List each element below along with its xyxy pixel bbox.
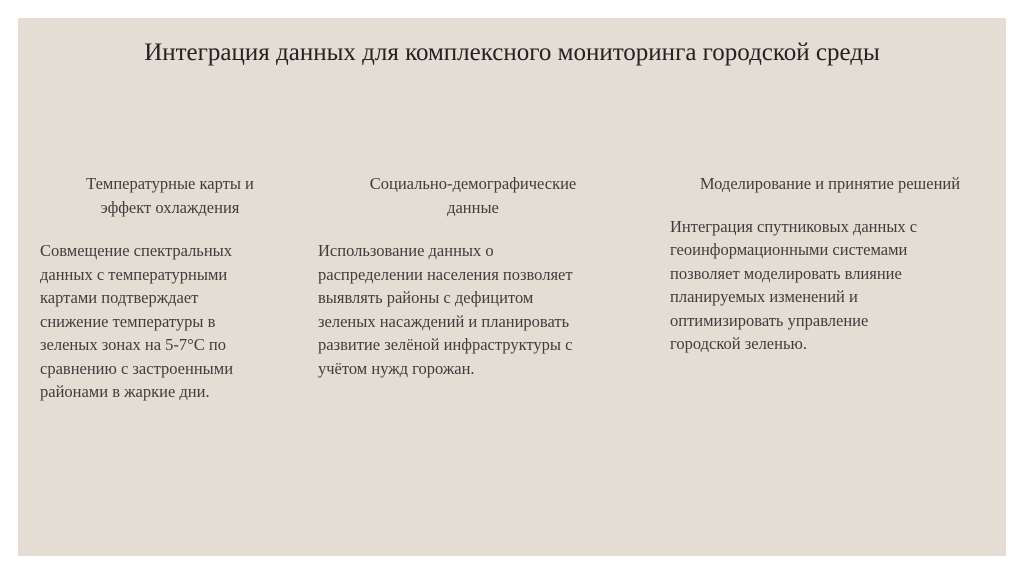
column-body: Использование данных о распределении населения позволяет выявлять районы с дефицитом зеленых насаждений и планировать развитие зелёной инфраструктуры с учётом нужд горожан. — [318, 241, 573, 378]
column-body: Интеграция спутниковых данных с геоинформационными системами позволяет моделировать влияние планируемых изменений и оптимизировать управление городской зеленью. — [670, 216, 918, 353]
column-temperature-maps — [40, 172, 300, 404]
slide-title: Интеграция данных для комплексного мониторинга городской среды — [144, 39, 880, 66]
column-heading: Моделирование и принятие решений — [699, 174, 961, 193]
column-heading: Температурные карты и эффект охлаждения — [86, 174, 254, 217]
slide — [18, 18, 1006, 556]
column-body: Совмещение спектральных данных с температурными картами подтверждает снижение температуры в зеленых зонах на 5-7°C по сравнению с застроенными районами в жаркие дни. — [40, 241, 234, 401]
column-modeling-decisions — [670, 172, 990, 356]
column-socio-demographic — [318, 172, 628, 380]
column-heading: Социально-демографические данные — [369, 174, 577, 217]
